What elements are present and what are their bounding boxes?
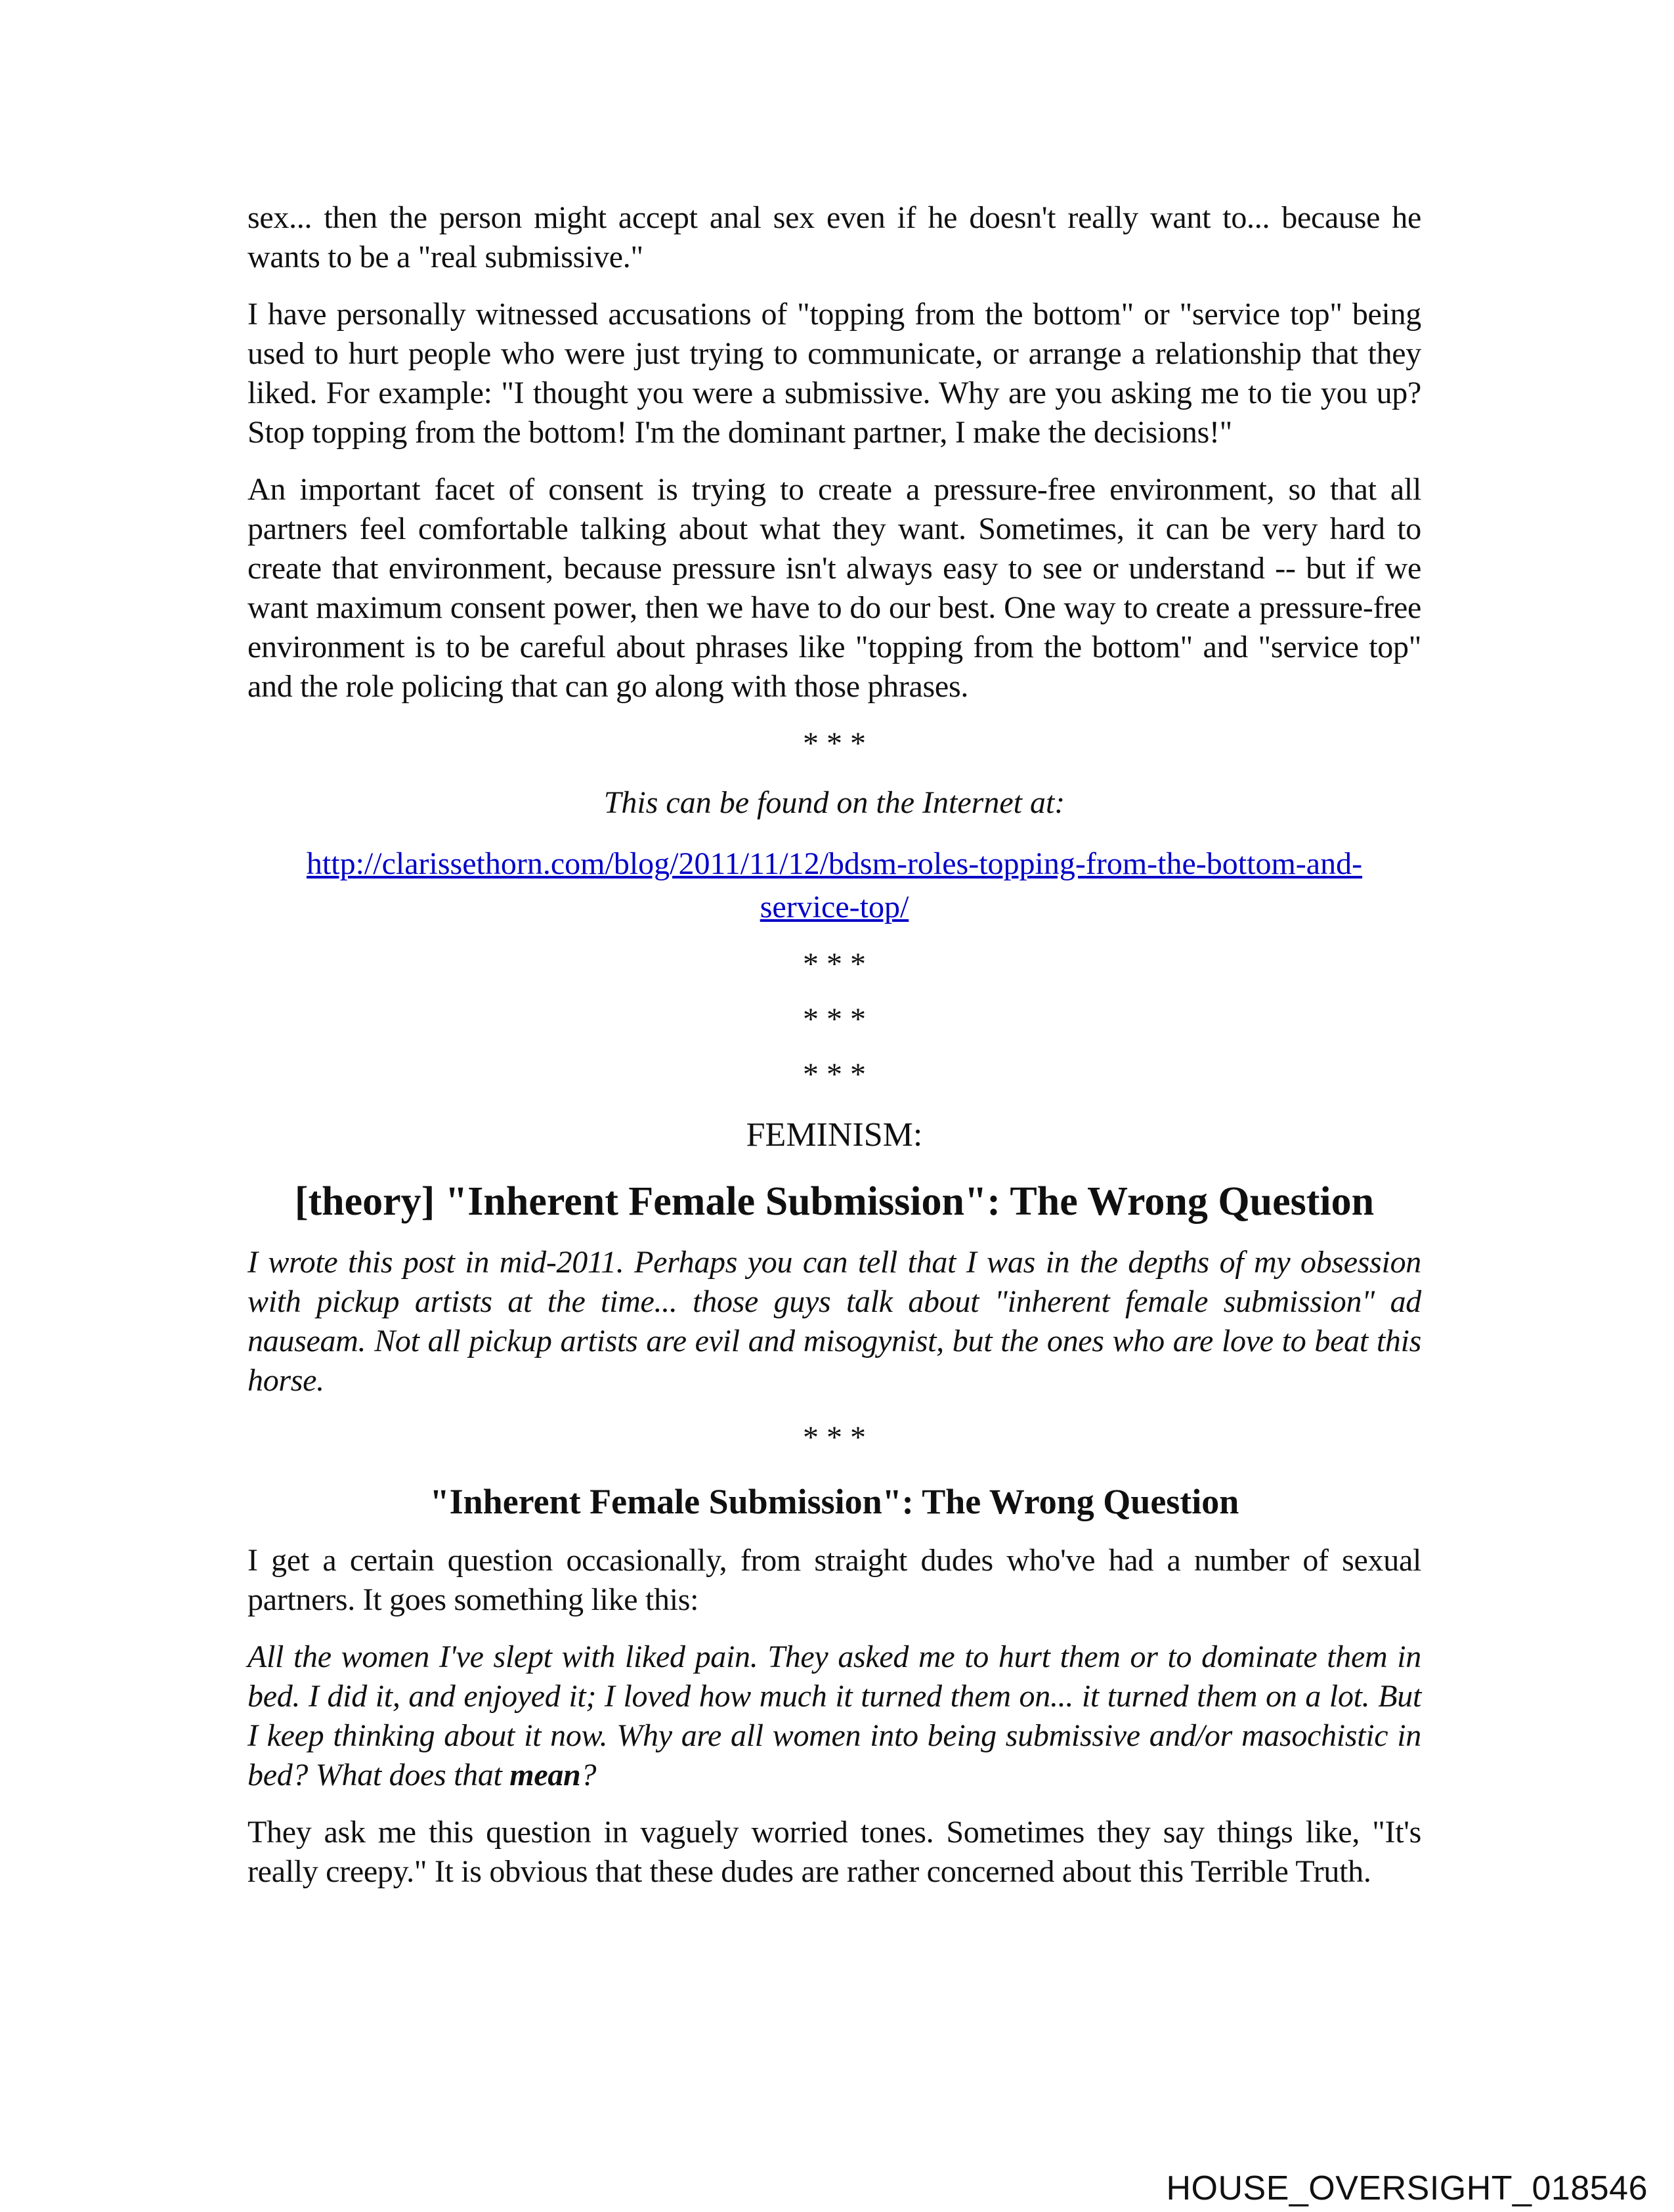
paragraph-question-intro: I get a certain question occasionally, from straight dudes who've had a number of sexual partners. It goes something like this:	[247, 1543, 1421, 1617]
source-link[interactable]	[307, 846, 1362, 924]
paragraph-consent: An important facet of consent is trying to create a pressure-free environment, so that all partners feel comfortable talking about what they want. Sometimes, it can be very hard to create that environment, because pressure isn't always easy to see or understand -- but if we want maximum consent power, then we have to do our best. One way to create a pressure-free environment is to be careful about phrases like "topping from the bottom" and "service top" and the role policing that can go along with those phrases.	[247, 472, 1421, 704]
source-link-line-1: http://clarissethorn.com/blog/2011/11/12/bdsm-roles-topping-from-the-bottom-and-	[306, 846, 1363, 881]
quote-text-pre: All the women I've slept with liked pain. They asked me to hurt them or to dominate them in bed. I did it, and enjoyed it; I loved how much it turned them on... it turned them on a lot. But I keep thinking about it now. Why are all women into being submissive and/or masochistic in bed? What does that	[247, 1639, 1421, 1792]
author-intro-note: I wrote this post in mid-2011. Perhaps you can tell that I was in the depths of my obsession with pickup artists at the time... those guys talk about "inherent female submission" ad nauseam. Not all pickup artists are evil and misogynist, but the ones who are love to beat this horse.	[247, 1245, 1421, 1398]
quote-emphasis-word: mean	[509, 1758, 581, 1792]
separator-1: * * *	[803, 726, 866, 761]
paragraph-closing: They ask me this question in vaguely worried tones. Sometimes they say things like, "It's really creepy." It is obvious that these dudes are rather concerned about this Terrible Truth.	[247, 1815, 1421, 1889]
source-link-block	[247, 842, 1421, 929]
paragraph-continuation: sex... then the person might accept anal sex even if he doesn't really want to... because he wants to be a "real submissive."	[247, 200, 1421, 274]
paragraph-accusations: I have personally witnessed accusations of "topping from the bottom" or "service top" being used to hurt people who were just trying to communicate, or arrange a relationship that they liked. For example: "I thought you were a submissive. Why are you asking me to tie you up? Stop topping from the bottom! I'm the dominant partner, I make the decisions!"	[247, 297, 1421, 450]
section-label-feminism: FEMINISM:	[746, 1116, 923, 1154]
bates-stamp: HOUSE_OVERSIGHT_018546	[1166, 2169, 1648, 2207]
quote-paragraph	[247, 1637, 1421, 1795]
separator-4: * * *	[803, 1057, 866, 1092]
post-subheading: "Inherent Female Submission": The Wrong Question	[429, 1482, 1239, 1521]
separator-2: * * *	[803, 947, 866, 982]
quote-text-post: ?	[580, 1758, 597, 1792]
source-note: This can be found on the Internet at:	[603, 785, 1065, 820]
separator-3: * * *	[803, 1002, 866, 1037]
source-link-line-2: service-top/	[760, 890, 909, 924]
separator-5: * * *	[803, 1420, 866, 1455]
post-title: [theory] "Inherent Female Submission": The Wrong Question	[294, 1179, 1375, 1224]
